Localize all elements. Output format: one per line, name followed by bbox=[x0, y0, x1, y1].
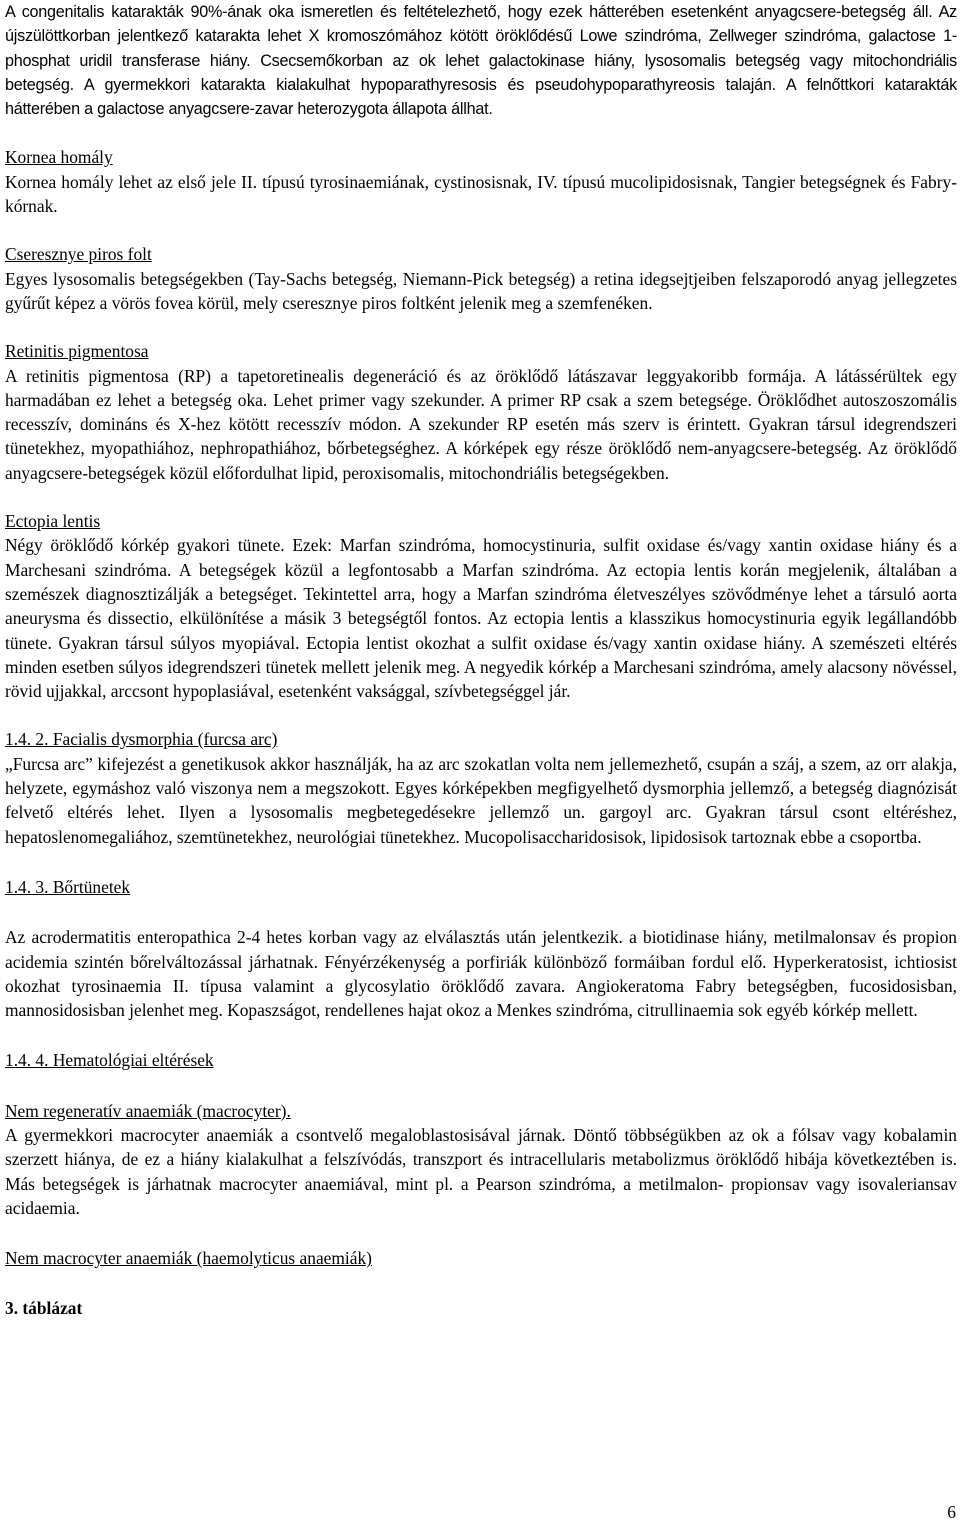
spacer bbox=[5, 1022, 957, 1048]
facial-dysmorphia-heading: 1.4. 2. Facialis dysmorphia (furcsa arc) bbox=[5, 729, 278, 750]
non-macrocytic-anemia-heading: Nem macrocyter anaemiák (haemolyticus anaemiák) bbox=[5, 1248, 372, 1269]
macrocytic-anemia-heading: Nem regeneratív anaemiák (macrocyter). bbox=[5, 1100, 291, 1121]
spacer bbox=[5, 849, 957, 875]
skin-symptoms-paragraph: Az acrodermatitis enteropathica 2-4 hetes korban vagy az elválasztás után jelentkezik. a biotidinase hiány, metilmalonsav és propion acidemia szintén bőrelváltozással járhatnak. Fényérzékenység a porfiriák különböző formáiban fordul elő. Hyperkeratosist, ichtiosist okozhat tyrosinaemia II. típusa valamint a glycosylatio öröklődő zavara. Angiokeratoma Fabry betegségben, fucosidosisban, mannosidosisban jelenhet meg. Kopaszságot, rendellenes hajat okoz a Menkes szindróma, citrullinaemia sok egyéb kórkép mellett. bbox=[5, 927, 957, 1021]
cherry-red-spot-heading: Cseresznye piros folt bbox=[5, 244, 152, 265]
spacer bbox=[5, 485, 957, 509]
table-label: 3. táblázat bbox=[5, 1298, 83, 1319]
spacer bbox=[5, 703, 957, 727]
ectopia-lentis-paragraph: Négy öröklődő kórkép gyakori tünete. Ezek: Marfan szindróma, homocystinuria, sulfit oxidase és/vagy xantin oxidase hiány és a Marchesani szindróma. A betegségek közül a legfontosabb a Marfan szindróma. Az ectopia lentis korán megjelenik, általában a szemészek diagnosztizálják a betegséget. Tekintettel arra, hogy a Marfan szindróma életveszélyes szövődménye lehet a társuló aorta aneurysma és dissectio, elkülönítése a másik 3 betegségtől fontos. Az ectopia lentis a klasszikus homocystinuria egyik legállandóbb tünete. Gyakran társul súlyos myopiával. Ectopia lentist okozhat a sulfit oxidase és/vagy xantin oxidase hiány. A szemészeti eltérés minden esetben súlyos idegrendszeri tünetek mellett jelenik meg. A negyedik kórkép a Marchesani szindróma, amely alacsony növéssel, rövid ujjakkal, arccsont hypoplasiával, esetenként vaksággal, szívbetegséggel jár. bbox=[5, 535, 957, 702]
facial-dysmorphia-paragraph: „Furcsa arc” kifejezést a genetikusok akkor használják, ha az arc szokatlan volta nem jellemezhető, csupán a száj, a szem, az orr alakja, helyzete, egymáshoz való viszonya nem a megszokott. Egyes kórképekben megfigyelhető dysmorphia jellemző, a betegség diagnózisát felvető eltérés lehet. Ilyen a lysosomalis megbetegedésekre jellemző un. gargoyl arc. Gyakran társul csont eltéréshez, hepatoslenomegaliához, szemtünetekhez, neurológiai tünetekhez. Mucopolisaccharidosisok, lipidosisok tartoznak ebbe a csoportba. bbox=[5, 753, 957, 847]
retinitis-pigmentosa-heading: Retinitis pigmentosa bbox=[5, 341, 149, 362]
spacer bbox=[5, 121, 957, 145]
spacer bbox=[5, 315, 957, 339]
spacer bbox=[5, 218, 957, 242]
macrocytic-anemia-paragraph: A gyermekkori macrocyter anaemiák a csontvelő megaloblastosisával járnak. Döntő többségükben az ok a fólsav vagy kobalamin szerzett hiánya, de ez a hiány kialakulhat a felszívódás, transzport és intracellularis metabolizmus öröklődő hibája következtében is. Más betegségek is járhatnak macrocyter anaemiával, mint pl. a Pearson szindróma, a metilmalon- propionsav vagy isovaleriansav acidaemia. bbox=[5, 1124, 957, 1218]
spacer bbox=[5, 1270, 957, 1296]
cherry-red-spot-paragraph: Egyes lysosomalis betegségekben (Tay-Sachs betegség, Niemann-Pick betegség) a retina idegsejtjeiben felszaporodó anyag jellegzetes gyűrűt képez a vörös fovea körül, mely cseresznye piros foltként jelenik meg a szemfenéken. bbox=[5, 268, 957, 313]
ectopia-lentis-heading: Ectopia lentis bbox=[5, 511, 101, 532]
skin-symptoms-heading: 1.4. 3. Bőrtünetek bbox=[5, 876, 131, 897]
cornea-heading: Kornea homály bbox=[5, 147, 113, 168]
retinitis-pigmentosa-paragraph: A retinitis pigmentosa (RP) a tapetoretinealis degeneráció és az öröklődő látászavar leggyakoribb formája. A látássérültek egy harmadában ez lehet a betegség oka. Lehet primer vagy szekunder. A primer RP csak a szem betegsége. Öröklődhet autoszoszomális recesszív, domináns és X-hez kötött recesszív módon. A szekunder RP esetén más szerv is érintett. Gyakran társul idegrendszeri tünetekhez, myopathiához, nephropathiához, bőrbetegséghez. A kórképek egy része öröklődő nem-anyagcsere-betegség. Az öröklődő anyagcsere-betegségek közül előfordulhat lipid, peroxisomalis, mitochondriális betegségekben. bbox=[5, 365, 957, 483]
hematology-heading: 1.4. 4. Hematológiai eltérések bbox=[5, 1050, 214, 1071]
page-number: 6 bbox=[947, 1502, 956, 1522]
spacer bbox=[5, 1073, 957, 1099]
spacer bbox=[5, 899, 957, 925]
cornea-paragraph: Kornea homály lehet az első jele II. típusú tyrosinaemiának, cystinosisnak, IV. típusú mucolipidosisnak, Tangier betegségnek és Fabry-kórnak. bbox=[5, 171, 957, 217]
spacer bbox=[5, 1220, 957, 1246]
document-page bbox=[5, 0, 957, 1321]
cataract-paragraph: A congenitalis katarakták 90%-ának oka ismeretlen és feltételezhető, hogy ezek hátterében esetenként anyagcsere-betegség áll. Az újszülöttkorban jelentkező katarakta lehet X kromoszómához kötött öröklődésű Lowe szindróma, Zellweger szindróma, galactose 1-phosphat uridil transferase hiány. Csecsemőkorban az ok lehet galactokinase hiány, lysosomalis betegség vagy mitochondriális betegség. A gyermekkori katarakta kialakulhat hypoparathyresosis és pseudohypoparathyreosis talaján. A felnőttkori katarakták hátterében a galactose anyagcsere-zavar heterozygota állapota állhat. bbox=[5, 3, 957, 119]
